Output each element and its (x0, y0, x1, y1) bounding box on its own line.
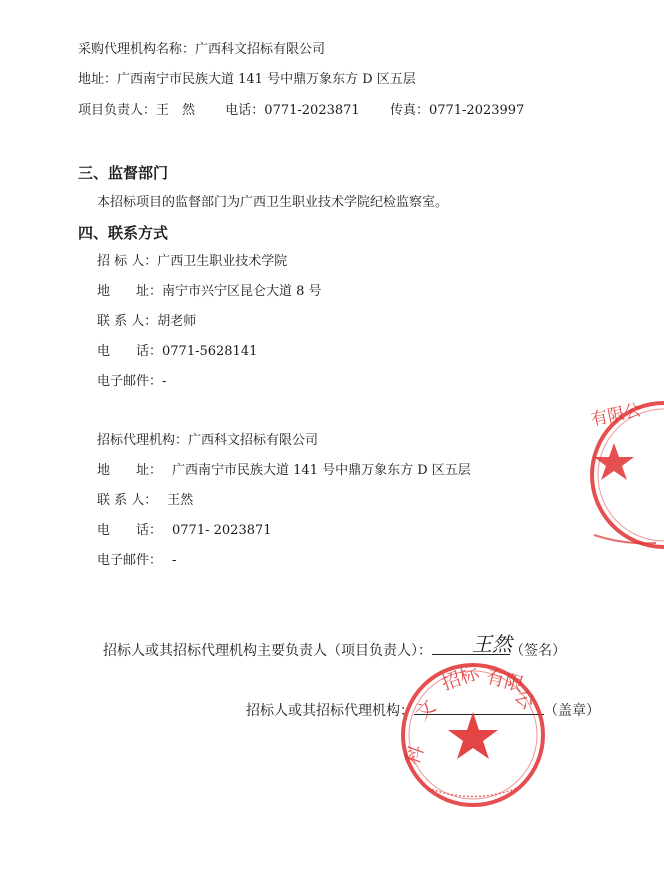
agency-name-line: 采购代理机构名称：广西科文招标有限公司 (78, 42, 326, 57)
handwritten-signature: 王然 (472, 632, 512, 656)
agency-phone: 电话：0771-2023871 (225, 103, 360, 118)
agent-address-row (97, 463, 471, 479)
project-lead: 项目负责人：王 然 (78, 103, 196, 118)
company-stamp-partial-icon (584, 395, 664, 555)
agent-email: - (172, 553, 177, 568)
agent-phone-row (97, 523, 272, 539)
section3-title: 三、监督部门 (78, 164, 169, 182)
agency-contact-line (78, 103, 524, 119)
agent-email-label: 电子邮件： (97, 553, 163, 568)
agent-name: 招标代理机构：广西科文招标有限公司 (97, 433, 319, 448)
section3-body: 本招标项目的监督部门为广西卫生职业技术学院纪检监察室。 (97, 195, 449, 210)
svg-text:文: 文 (411, 695, 441, 725)
company-seal-icon (398, 660, 548, 810)
tenderer-name: 招 标 人：广西卫生职业技术学院 (97, 254, 288, 269)
tenderer-email: 电子邮件：- (97, 374, 167, 389)
svg-text:有限公: 有限公 (589, 400, 644, 431)
seal-suffix: （盖章） (544, 703, 600, 719)
agent-email-row (97, 553, 176, 569)
svg-text:招标: 招标 (438, 661, 482, 696)
tenderer-address: 地 址：南宁市兴宁区昆仑大道 8 号 (97, 284, 322, 299)
agent-phone-label: 电 话： (97, 523, 163, 538)
tenderer-phone: 电 话：0771-5628141 (97, 344, 258, 359)
agent-contact-label: 联 系 人： (97, 493, 158, 508)
responsible-label: 招标人或其招标代理机构主要负责人（项目负责人）： (103, 643, 432, 659)
agent-contact: 王然 (167, 493, 194, 508)
sign-suffix: （签名） (510, 643, 566, 659)
tenderer-contact: 联 系 人：胡老师 (97, 314, 197, 329)
section4-title: 四、联系方式 (78, 224, 169, 242)
svg-text:有限: 有限 (483, 665, 526, 697)
agency-address-line: 地址：广西南宁市民族大道 141 号中鼎万象东方 D 区五层 (78, 72, 416, 87)
seal-label: 招标人或其招标代理机构： (246, 703, 414, 719)
agent-address: 广西南宁市民族大道 141 号中鼎万象东方 D 区五层 (172, 463, 471, 478)
svg-text:公: 公 (509, 685, 539, 715)
svg-text:科: 科 (401, 742, 429, 768)
agent-address-label: 地 址： (97, 463, 163, 478)
agency-fax: 传真：0771-2023997 (389, 103, 525, 118)
agent-phone: 0771- 2023871 (172, 523, 272, 538)
agent-contact-row (97, 493, 193, 509)
